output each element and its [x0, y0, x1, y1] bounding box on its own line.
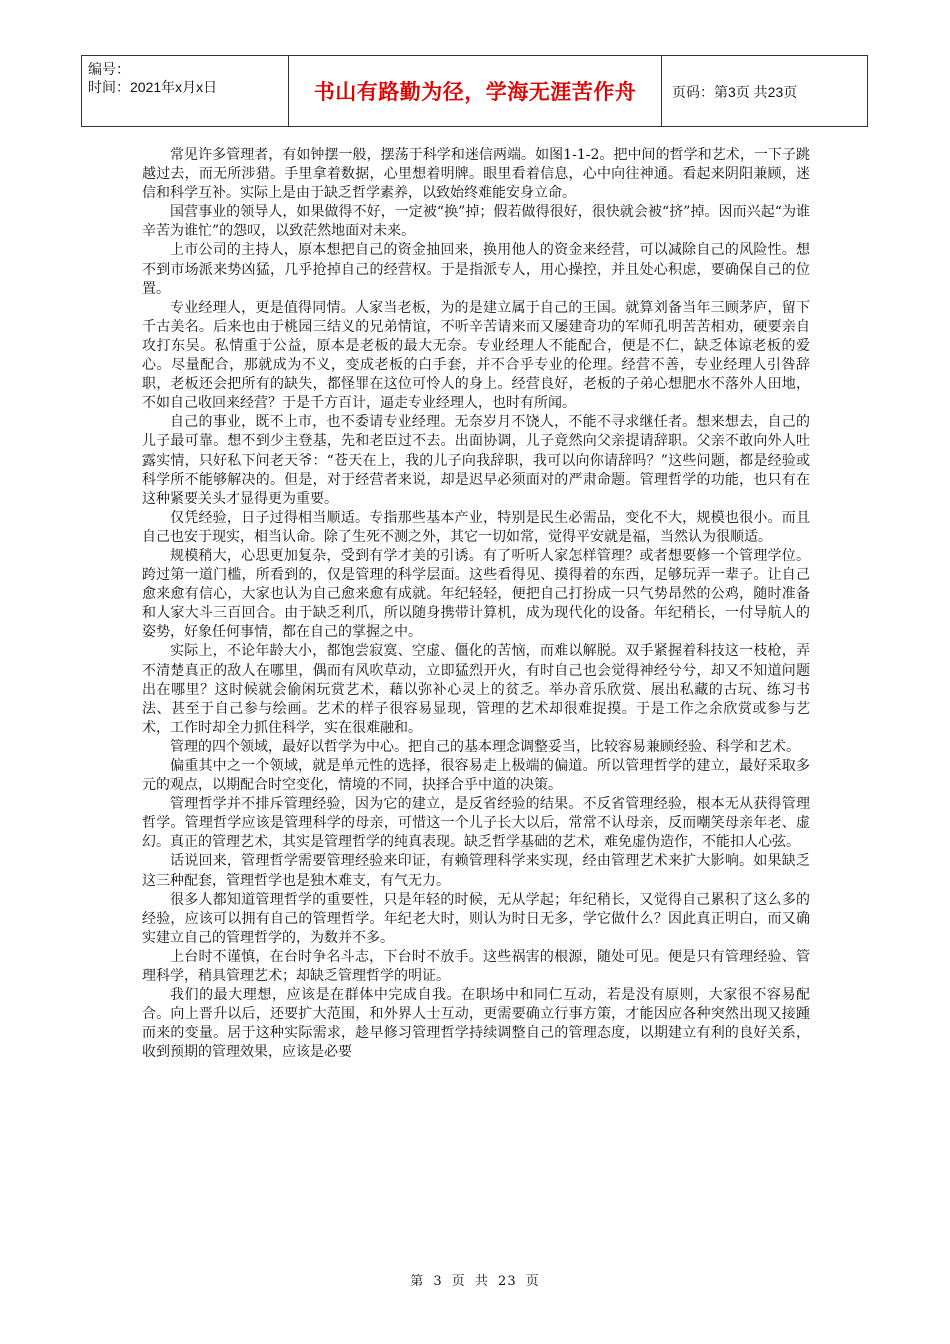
- paragraph: 上台时不谨慎，在台时争名斗志，下台时不放手。这些祸害的根源，随处可见。便是只有管理经验、管理科学，稍具管理艺术；却缺乏管理哲学的明证。: [142, 948, 810, 985]
- paragraph: 很多人都知道管理哲学的重要性，只是年轻的时候，无从学起；年纪稍长，又觉得自己累积了这么多的经验，应该可以拥有自己的管理哲学。年纪老大时，则认为时日无多，学它做什么？因此真正明白，而又确实建立自己的管理哲学的，为数并不多。: [142, 891, 810, 946]
- document-number-label: 编号：: [88, 61, 130, 77]
- paragraph: 规模稍大，心思更加复杂，受到有学才美的引诱。有了听听人家怎样管理？或者想要修一个管理学位。跨过第一道门槛，所看到的，仅是管理的科学层面。这些看得见、摸得着的东西，足够玩弄一辈子。让自己愈来愈有信心，大家也认为自己愈来愈有成就。年纪轻轻，便把自己打扮成一只气势昂然的公鸡，随时准备和人家大斗三百回合。由于缺乏利爪，所以随身携带计算机，成为现代化的设备。年纪稍长，一付导航人的姿势，好象任何事情，都在自己的掌握之中。: [142, 547, 810, 641]
- header-motto: 书山有路勤为径，学海无涯苦作舟: [289, 56, 662, 127]
- page-header: [81, 55, 868, 127]
- document-time-label: 时间：2021年x月x日: [88, 79, 218, 95]
- paragraph: 话说回来，管理哲学需要管理经验来印证，有赖管理科学来实现，经由管理艺术来扩大影响。如果缺乏这三种配套，管理哲学也是独木难支，有气无力。: [142, 853, 810, 889]
- paragraph: 偏重其中之一个领域，就是单元性的选择，很容易走上极端的偏道。所以管理哲学的建立，最好采取多元的观点，以期配合时空变化，情境的不同，抉择合乎中道的决策。: [142, 758, 810, 794]
- paragraph: 国营事业的领导人，如果做得不好，一定被“换”掉；假若做得很好，很快就会被“挤”掉。因而兴起“为谁辛苦为谁忙”的怨叹，以致茫然地面对未来。: [142, 204, 810, 240]
- page-footer: 第 3 页 共 23 页: [410, 1274, 540, 1289]
- document-body: [142, 146, 810, 1063]
- paragraph: 常见许多管理者，有如钟摆一般，摆荡于科学和迷信两端。如图1-1-2。把中间的哲学和艺术，一下子跳越过去，而无所涉猎。手里拿着数据，心里想着明牌。眼里看着信息，心中向往神通。看起来阴阳兼顾，迷信和科学互补。实际上是由于缺乏哲学素养，以致始终难能安身立命。: [142, 147, 810, 202]
- paragraph: 专业经理人，更是值得同情。人家当老板，为的是建立属于自己的王国。就算刘备当年三顾茅庐，留下千古美名。后来也由于桃园三结义的兄弟情谊，不听辛苦请来而又屡建奇功的军师孔明苦苦相劝，硬要亲自攻打东吴。私情重于公益，原本是老板的最大无奈。专业经理人不能配合，便是不仁，缺乏体谅老板的爱心。尽量配合，那就成为不义，变成老板的白手套，并不合乎专业的伦理。经营不善，专业经理人引咎辞职，老板还会把所有的缺失，都怪罪在这位可怜人的身上。经营良好，老板的子弟心想肥水不落外人田地，不如自己收回来经营？于是千方百计，逼走专业经理人，也时有所闻。: [142, 299, 810, 412]
- paragraph: 仅凭经验，日子过得相当顺适。专指那些基本产业，特别是民生必需品，变化不大，规模也很小。而且自己也安于现实，相当认命。除了生死不测之外，其它一切如常，觉得平安就是福，当然认为很顺适。: [142, 509, 810, 545]
- header-page-info: 页码：第3页 共23页: [662, 56, 868, 127]
- paragraph: 管理哲学并不排斥管理经验，因为它的建立，是反省经验的结果。不反省管理经验，根本无从获得管理哲学。管理哲学应该是管理科学的母亲，可惜这一个儿子长大以后，常常不认母亲，反而嘲笑母亲年老、虚幻。真正的管理艺术，其实是管理哲学的纯真表现。缺乏哲学基础的艺术，难免虚伪造作，不能扣人心弦。: [142, 796, 810, 851]
- paragraph: 自己的事业，既不上市，也不委请专业经理。无奈岁月不饶人，不能不寻求继任者。想来想去，自己的儿子最可靠。想不到少主登基，先和老臣过不去。出面协调，儿子竟然向父亲提请辞职。父亲不敢向外人吐露实情，只好私下问老天爷：“苍天在上，我的儿子向我辞职，我可以向你请辞吗？”这些问题，都是经验或科学所不能够解决的。但是，对于经营者来说，却是迟早必须面对的严肃命题。管理哲学的功能，也只有在这种紧要关头才显得更为重要。: [142, 414, 810, 507]
- paragraph: 管理的四个领域，最好以哲学为中心。把自己的基本理念调整妥当，比较容易兼顾经验、科学和艺术。: [170, 738, 800, 755]
- paragraph: 上市公司的主持人，原本想把自己的资金抽回来，换用他人的资金来经营，可以减除自己的风险性。想不到市场派来势凶猛，几乎抢掉自己的经营权。于是指派专人，用心操控，并且处心积虑，要确保自己的位置。: [142, 242, 810, 297]
- paragraph: 实际上，不论年龄大小，都饱尝寂寞、空虚、僵化的苦恼，而难以解脱。双手紧握着科技这一枝枪，弄不清楚真正的敌人在哪里，偶而有风吹草动，立即猛烈开火，有时自己也会觉得神经兮兮，却又不知道问题出在哪里？这时候就会偷闲玩赏艺术，藉以弥补心灵上的贫乏。举办音乐欣赏、展出私藏的古玩、练习书法、甚至于自己参与绘画。艺术的样子很容易显现，管理的艺术却很难捉摸。于是工作之余欣赏或参与艺术，工作时却全力抓住科学，实在很难融和。: [142, 643, 810, 736]
- header-meta-cell: [82, 56, 289, 127]
- paragraph: 我们的最大理想，应该是在群体中完成自我。在职场中和同仁互动，若是没有原则，大家很不容易配合。向上晋升以后，还要扩大范围，和外界人士互动，更需要确立行事方策，才能因应各种突然出现又接踵而来的变量。居于这种实际需求，趁早修习管理哲学持续调整自己的管理态度，以期建立有利的良好关系，收到预期的管理效果，应该是必要: [142, 987, 810, 1061]
